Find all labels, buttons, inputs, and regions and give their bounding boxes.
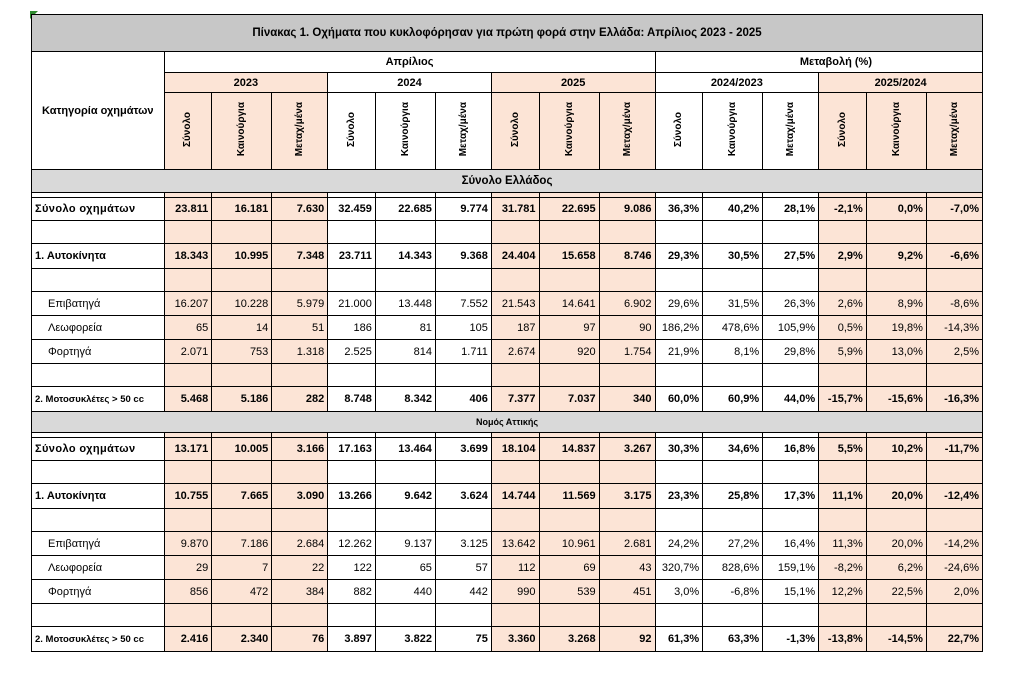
- table-cell: 9.642: [375, 484, 435, 509]
- subcolumn-label: Καινούργια: [236, 102, 248, 157]
- table-cell: 97: [539, 316, 599, 340]
- table-cell: 5.468: [164, 387, 212, 412]
- table-cell: 7.186: [212, 532, 272, 556]
- change-header: Μεταβολή (%): [655, 52, 983, 73]
- subcolumn-header: [539, 93, 599, 170]
- table-cell: 7.665: [212, 484, 272, 509]
- table-cell: 18.104: [491, 438, 539, 461]
- table-cell: 44,0%: [763, 387, 819, 412]
- table-cell: 40,2%: [703, 198, 763, 221]
- table-title: Πίνακας 1. Οχήματα που κυκλοφόρησαν για πρώτη φορά στην Ελλάδα: Απρίλιος 2023 - 2025: [32, 15, 983, 52]
- table-cell: 6.902: [599, 292, 655, 316]
- table-cell: 856: [164, 580, 212, 604]
- table-cell: 753: [212, 340, 272, 364]
- subcolumn-label: Μεταχ/μένα: [457, 102, 469, 157]
- table-cell: 2.071: [164, 340, 212, 364]
- table-cell: 406: [435, 387, 491, 412]
- table-cell: 1.754: [599, 340, 655, 364]
- table-cell: 32.459: [328, 198, 376, 221]
- table-cell: 3.267: [599, 438, 655, 461]
- table-cell: 23.711: [328, 244, 376, 269]
- table-cell: 1.318: [272, 340, 328, 364]
- table-cell: 186,2%: [655, 316, 703, 340]
- table-cell: 8.746: [599, 244, 655, 269]
- subcolumn-header: [375, 93, 435, 170]
- table-cell: 5.186: [212, 387, 272, 412]
- table-cell: 15,1%: [763, 580, 819, 604]
- table-cell: 2,6%: [819, 292, 867, 316]
- table-cell: 105: [435, 316, 491, 340]
- table-cell: 22,7%: [926, 627, 982, 652]
- subcolumn-header: [272, 93, 328, 170]
- table-cell: 105,9%: [763, 316, 819, 340]
- table-cell: 16.207: [164, 292, 212, 316]
- table-cell: 81: [375, 316, 435, 340]
- table-cell: 23.811: [164, 198, 212, 221]
- table-cell: 57: [435, 556, 491, 580]
- subcolumn-header: [926, 93, 982, 170]
- subcolumn-header: [703, 93, 763, 170]
- table-cell: -16,3%: [926, 387, 982, 412]
- table-cell: 10,2%: [866, 438, 926, 461]
- table-row: [32, 340, 983, 364]
- table-cell: 13.464: [375, 438, 435, 461]
- table-cell: 9.086: [599, 198, 655, 221]
- table-cell: 990: [491, 580, 539, 604]
- subcolumn-header: [866, 93, 926, 170]
- subcolumn-label: Σύνολο: [509, 111, 521, 148]
- table-cell: -13,8%: [819, 627, 867, 652]
- table-cell: 22,5%: [866, 580, 926, 604]
- table-cell: 3.268: [539, 627, 599, 652]
- table-cell: 10.961: [539, 532, 599, 556]
- table-cell: 21,9%: [655, 340, 703, 364]
- table-cell: 814: [375, 340, 435, 364]
- subcolumn-label: Σύνολο: [346, 111, 358, 148]
- table-cell: 7: [212, 556, 272, 580]
- table-cell: -2,1%: [819, 198, 867, 221]
- table-cell: 13.448: [375, 292, 435, 316]
- table-cell: 29,8%: [763, 340, 819, 364]
- spacer-row: [32, 364, 983, 387]
- table-cell: 122: [328, 556, 376, 580]
- table-cell: -15,6%: [866, 387, 926, 412]
- table-cell: 13,0%: [866, 340, 926, 364]
- table-cell: 65: [164, 316, 212, 340]
- april-header: Απρίλιος: [164, 52, 655, 73]
- table-cell: 9,2%: [866, 244, 926, 269]
- table-cell: 9.368: [435, 244, 491, 269]
- table-cell: 3,0%: [655, 580, 703, 604]
- table-cell: 75: [435, 627, 491, 652]
- subcolumn-label: Καινούργια: [727, 102, 739, 157]
- period-2024-2023-header: 2024/2023: [655, 73, 819, 93]
- table-cell: 14.641: [539, 292, 599, 316]
- table-cell: -14,5%: [866, 627, 926, 652]
- spacer-row: [32, 509, 983, 532]
- subcolumn-label: Μεταχ/μένα: [948, 102, 960, 157]
- table-cell: 3.125: [435, 532, 491, 556]
- table-cell: 14.744: [491, 484, 539, 509]
- table-cell: 27,2%: [703, 532, 763, 556]
- subcolumn-header: [491, 93, 539, 170]
- table-cell: 63,3%: [703, 627, 763, 652]
- spacer-row: [32, 269, 983, 292]
- spacer-row: [32, 604, 983, 627]
- table-cell: 7.552: [435, 292, 491, 316]
- table-cell: 7.377: [491, 387, 539, 412]
- table-cell: 14: [212, 316, 272, 340]
- table-cell: 3.090: [272, 484, 328, 509]
- table-cell: 2,0%: [926, 580, 982, 604]
- row-label: Λεωφορεία: [32, 316, 165, 340]
- row-label: Σύνολο οχημάτων: [32, 198, 165, 221]
- table-cell: -1,3%: [763, 627, 819, 652]
- subcolumn-label: Σύνολο: [182, 111, 194, 148]
- table-cell: 15.658: [539, 244, 599, 269]
- table-cell: 3.897: [328, 627, 376, 652]
- table-cell: 60,9%: [703, 387, 763, 412]
- table-cell: 29,3%: [655, 244, 703, 269]
- table-cell: 14.343: [375, 244, 435, 269]
- table-cell: 10.005: [212, 438, 272, 461]
- table-cell: 451: [599, 580, 655, 604]
- table-cell: 442: [435, 580, 491, 604]
- subcolumn-header: [328, 93, 376, 170]
- subcolumn-header: [655, 93, 703, 170]
- table-cell: 3.360: [491, 627, 539, 652]
- table-row: [32, 387, 983, 412]
- table-cell: 12.262: [328, 532, 376, 556]
- table-cell: -12,4%: [926, 484, 982, 509]
- table-row: [32, 198, 983, 221]
- table-cell: 187: [491, 316, 539, 340]
- table-cell: 2,5%: [926, 340, 982, 364]
- table-cell: 60,0%: [655, 387, 703, 412]
- table-cell: 2.525: [328, 340, 376, 364]
- table-cell: 22: [272, 556, 328, 580]
- table-row: [32, 484, 983, 509]
- table-cell: 2.340: [212, 627, 272, 652]
- table-cell: 539: [539, 580, 599, 604]
- row-label: Επιβατηγά: [32, 532, 165, 556]
- subcolumn-header: [435, 93, 491, 170]
- table-cell: 61,3%: [655, 627, 703, 652]
- row-label: 1. Αυτοκίνητα: [32, 484, 165, 509]
- subcolumn-header: [763, 93, 819, 170]
- table-cell: 3.166: [272, 438, 328, 461]
- table-cell: 29,6%: [655, 292, 703, 316]
- table-cell: 8,9%: [866, 292, 926, 316]
- table-row: [32, 532, 983, 556]
- table-cell: 10.995: [212, 244, 272, 269]
- table-cell: 36,3%: [655, 198, 703, 221]
- table-cell: 8,1%: [703, 340, 763, 364]
- table-cell: 31,5%: [703, 292, 763, 316]
- subcolumn-header: [212, 93, 272, 170]
- table-cell: 34,6%: [703, 438, 763, 461]
- table-cell: 21.000: [328, 292, 376, 316]
- subcolumn-label: Καινούργια: [890, 102, 902, 157]
- table-cell: -14,2%: [926, 532, 982, 556]
- vehicle-registrations-table: [31, 14, 983, 652]
- table-cell: 5.979: [272, 292, 328, 316]
- table-cell: 24.404: [491, 244, 539, 269]
- row-label: 1. Αυτοκίνητα: [32, 244, 165, 269]
- table-cell: 31.781: [491, 198, 539, 221]
- table-cell: 112: [491, 556, 539, 580]
- row-label: 2. Μοτοσυκλέτες > 50 cc: [32, 627, 165, 652]
- table-cell: 2.416: [164, 627, 212, 652]
- section-header: Νομός Αττικής: [32, 412, 983, 433]
- subcolumn-label: Σύνολο: [673, 111, 685, 148]
- table-cell: 0,5%: [819, 316, 867, 340]
- year-2024-header: 2024: [328, 73, 492, 93]
- table-cell: 16,8%: [763, 438, 819, 461]
- table-cell: 5,5%: [819, 438, 867, 461]
- year-2025-header: 2025: [491, 73, 655, 93]
- table-cell: 0,0%: [866, 198, 926, 221]
- table-row: [32, 244, 983, 269]
- table-cell: 26,3%: [763, 292, 819, 316]
- row-label: Επιβατηγά: [32, 292, 165, 316]
- spacer-row: [32, 461, 983, 484]
- table-cell: 27,5%: [763, 244, 819, 269]
- table-cell: 22.685: [375, 198, 435, 221]
- year-2023-header: 2023: [164, 73, 328, 93]
- section-header: Σύνολο Ελλάδος: [32, 170, 983, 193]
- table-cell: 17.163: [328, 438, 376, 461]
- table-cell: 16.181: [212, 198, 272, 221]
- table-cell: 2.681: [599, 532, 655, 556]
- table-row: [32, 292, 983, 316]
- subcolumn-label: Μεταχ/μένα: [294, 102, 306, 157]
- table-cell: 2.684: [272, 532, 328, 556]
- table-cell: 159,1%: [763, 556, 819, 580]
- table-cell: 30,5%: [703, 244, 763, 269]
- table-cell: 13.266: [328, 484, 376, 509]
- row-label: 2. Μοτοσυκλέτες > 50 cc: [32, 387, 165, 412]
- table-row: [32, 580, 983, 604]
- row-label: Σύνολο οχημάτων: [32, 438, 165, 461]
- table-cell: 18.343: [164, 244, 212, 269]
- table-row: [32, 316, 983, 340]
- table-row: [32, 627, 983, 652]
- table-cell: 23,3%: [655, 484, 703, 509]
- table-cell: 22.695: [539, 198, 599, 221]
- table-cell: -6,8%: [703, 580, 763, 604]
- table-cell: 828,6%: [703, 556, 763, 580]
- table-cell: 76: [272, 627, 328, 652]
- subcolumn-label: Μεταχ/μένα: [621, 102, 633, 157]
- table-cell: 1.711: [435, 340, 491, 364]
- table-cell: 19,8%: [866, 316, 926, 340]
- table-cell: 24,2%: [655, 532, 703, 556]
- table-cell: 7.348: [272, 244, 328, 269]
- table-cell: 11.569: [539, 484, 599, 509]
- subcolumn-header: [819, 93, 867, 170]
- table-cell: 384: [272, 580, 328, 604]
- table-cell: 12,2%: [819, 580, 867, 604]
- table-cell: 16,4%: [763, 532, 819, 556]
- table-cell: 9.774: [435, 198, 491, 221]
- table-cell: 6,2%: [866, 556, 926, 580]
- table-cell: -15,7%: [819, 387, 867, 412]
- table-cell: -14,3%: [926, 316, 982, 340]
- category-header: Κατηγορία οχημάτων: [32, 52, 165, 170]
- row-label: Φορτηγά: [32, 340, 165, 364]
- table-cell: 13.171: [164, 438, 212, 461]
- table-cell: 186: [328, 316, 376, 340]
- subcolumn-label: Καινούργια: [563, 102, 575, 157]
- table-cell: 882: [328, 580, 376, 604]
- period-2025-2024-header: 2025/2024: [819, 73, 983, 93]
- row-label: Λεωφορεία: [32, 556, 165, 580]
- table-cell: 920: [539, 340, 599, 364]
- table-cell: 440: [375, 580, 435, 604]
- table-cell: 8.342: [375, 387, 435, 412]
- table-cell: 20,0%: [866, 484, 926, 509]
- subcolumn-header: [164, 93, 212, 170]
- table-cell: 17,3%: [763, 484, 819, 509]
- table-cell: 92: [599, 627, 655, 652]
- table-cell: 11,3%: [819, 532, 867, 556]
- table-cell: 3.175: [599, 484, 655, 509]
- table-cell: 10.228: [212, 292, 272, 316]
- table-cell: 28,1%: [763, 198, 819, 221]
- table-cell: -7,0%: [926, 198, 982, 221]
- table-cell: 25,8%: [703, 484, 763, 509]
- table-row: [32, 556, 983, 580]
- table-cell: 9.137: [375, 532, 435, 556]
- table-cell: 5,9%: [819, 340, 867, 364]
- table-cell: 320,7%: [655, 556, 703, 580]
- table-cell: 11,1%: [819, 484, 867, 509]
- row-label: Φορτηγά: [32, 580, 165, 604]
- table-cell: 51: [272, 316, 328, 340]
- table-cell: 21.543: [491, 292, 539, 316]
- table-cell: -6,6%: [926, 244, 982, 269]
- table-cell: 478,6%: [703, 316, 763, 340]
- subcolumn-label: Καινούργια: [399, 102, 411, 157]
- subcolumn-header: [599, 93, 655, 170]
- table-cell: 69: [539, 556, 599, 580]
- table-cell: 30,3%: [655, 438, 703, 461]
- table-cell: 7.037: [539, 387, 599, 412]
- table-row: [32, 438, 983, 461]
- table-cell: -11,7%: [926, 438, 982, 461]
- table-cell: 3.624: [435, 484, 491, 509]
- table-cell: -8,2%: [819, 556, 867, 580]
- table-cell: 29: [164, 556, 212, 580]
- table-cell: 13.642: [491, 532, 539, 556]
- table-cell: 43: [599, 556, 655, 580]
- table-cell: 340: [599, 387, 655, 412]
- subcolumn-label: Μεταχ/μένα: [785, 102, 797, 157]
- table-cell: 282: [272, 387, 328, 412]
- table-cell: 2.674: [491, 340, 539, 364]
- table-cell: 472: [212, 580, 272, 604]
- table-cell: 9.870: [164, 532, 212, 556]
- table-cell: 14.837: [539, 438, 599, 461]
- table-cell: 65: [375, 556, 435, 580]
- table-cell: 7.630: [272, 198, 328, 221]
- table-cell: 3.699: [435, 438, 491, 461]
- table-cell: 10.755: [164, 484, 212, 509]
- table-cell: 3.822: [375, 627, 435, 652]
- table-cell: -8,6%: [926, 292, 982, 316]
- table-cell: 2,9%: [819, 244, 867, 269]
- table-cell: 8.748: [328, 387, 376, 412]
- subcolumn-label: Σύνολο: [836, 111, 848, 148]
- table-cell: -24,6%: [926, 556, 982, 580]
- table-cell: 90: [599, 316, 655, 340]
- spacer-row: [32, 221, 983, 244]
- table-cell: 20,0%: [866, 532, 926, 556]
